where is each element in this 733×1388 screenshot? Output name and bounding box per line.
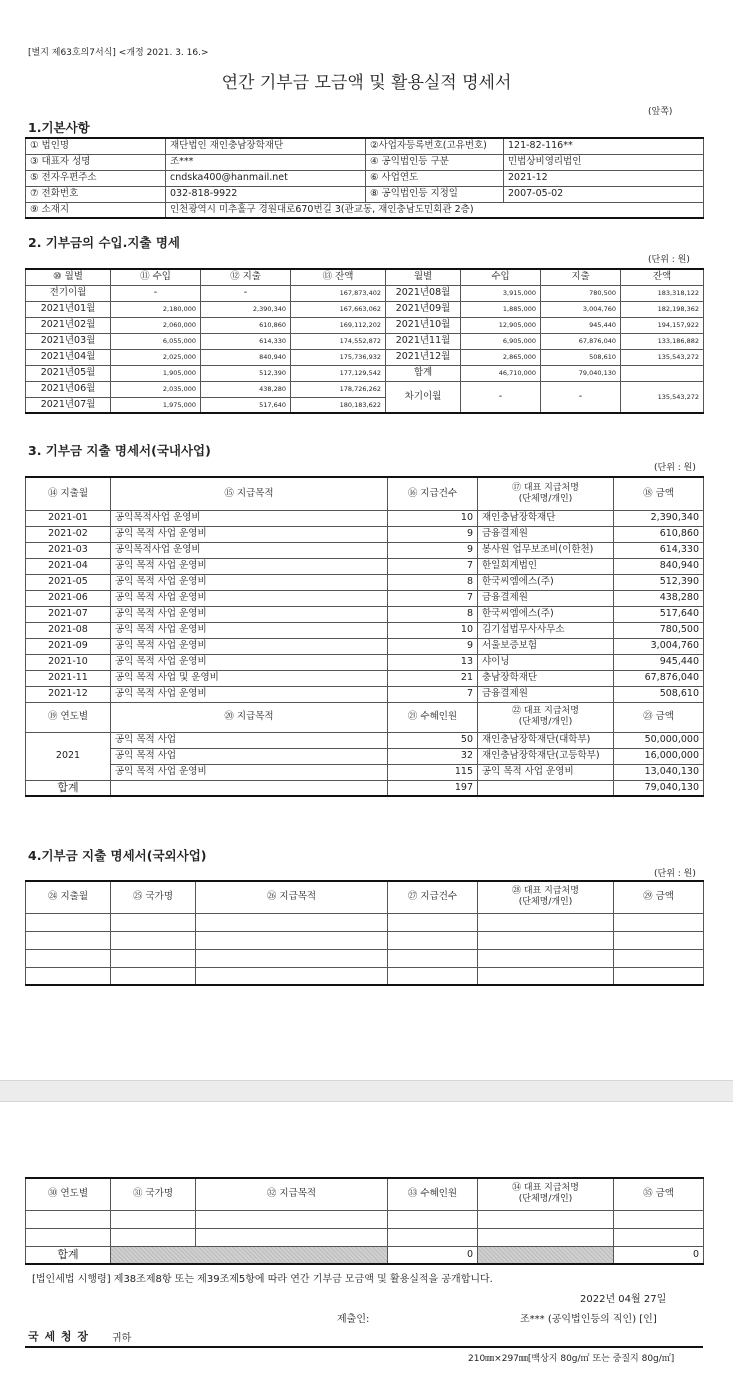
income-month: 2021년03월 (26, 333, 111, 349)
expense-month: 2021-05 (26, 574, 111, 590)
table-row (26, 526, 704, 542)
income-in-right: 6,905,000 (461, 333, 541, 349)
ov2-header-country: ㉛ 국가명 (111, 1178, 196, 1210)
ov-header-count: ㉗ 지급건수 (388, 881, 478, 913)
year-amount: 13,040,130 (614, 764, 704, 780)
carry-label: 차기이월 (386, 381, 461, 413)
ov-header-country: ㉕ 국가명 (111, 881, 196, 913)
income-balance: 174,552,872 (291, 333, 386, 349)
expense-amount: 67,876,040 (614, 670, 704, 686)
income-header-2: ⑫ 지출 (201, 269, 291, 285)
income-balance-right: 135,543,272 (621, 349, 704, 365)
table-row (26, 333, 704, 349)
income-in: 1,975,000 (111, 397, 201, 413)
header-year-amount: ㉓ 금액 (614, 702, 704, 732)
table-row (26, 764, 704, 780)
corp-type: 민법상비영리법인 (504, 154, 704, 170)
income-balance: 169,112,202 (291, 317, 386, 333)
total-empty-2 (478, 780, 614, 796)
table-row (26, 949, 704, 967)
income-out-right: 79,040,130 (541, 365, 621, 381)
expense-purpose: 공익 목적 사업 운영비 (111, 654, 388, 670)
income-table (25, 268, 704, 414)
income-out: 614,330 (201, 333, 291, 349)
ov2-header-benef: ㉝ 수혜인원 (388, 1178, 478, 1210)
income-in: 2,180,000 (111, 301, 201, 317)
income-month: 2021년02월 (26, 317, 111, 333)
income-month-right: 2021년09월 (386, 301, 461, 317)
domestic-unit: (단위 : 원) (654, 463, 696, 473)
income-balance: 167,663,062 (291, 301, 386, 317)
label-biz-no: ②사업자등록번호(고유번호) (366, 138, 504, 154)
header-year-purpose: ⑳ 지급목적 (111, 702, 388, 732)
income-in: 2,025,000 (111, 349, 201, 365)
income-out-right: 67,876,040 (541, 333, 621, 349)
total-shaded (111, 1246, 388, 1264)
label-corp-name: ① 법인명 (26, 138, 166, 154)
income-in-right: 12,905,000 (461, 317, 541, 333)
expense-amount: 517,640 (614, 606, 704, 622)
carry-balance: 135,543,272 (621, 381, 704, 413)
legal-notice: [법인세법 시행령] 제38조제8항 또는 제39조제5항에 따라 연간 기부금 모금액 및 활용실적을 공개합니다. (32, 1274, 493, 1285)
honorific: 귀하 (112, 1333, 132, 1344)
ov-header-payee: ㉘ 대표 지급처명 (단체명/개인) (478, 881, 614, 913)
desig-date: 2007-05-02 (504, 186, 704, 202)
expense-purpose: 공익목적사업 운영비 (111, 542, 388, 558)
paper-spec: 210㎜×297㎜[백상지 80g/㎡ 또는 중질지 80g/㎡] (468, 1354, 675, 1364)
ov2-header-amount: ㉟ 금액 (614, 1178, 704, 1210)
expense-purpose: 공익 목적 사업 운영비 (111, 574, 388, 590)
income-month-right: 합계 (386, 365, 461, 381)
expense-payee: 서울보증보험 (478, 638, 614, 654)
income-balance: 167,873,402 (291, 285, 386, 301)
income-balance: 180,183,622 (291, 397, 386, 413)
income-out-right: 945,440 (541, 317, 621, 333)
expense-amount: 3,004,760 (614, 638, 704, 654)
carry-out: - (541, 381, 621, 413)
basic-info-table (25, 137, 704, 219)
label-email: ⑤ 전자우편주소 (26, 170, 166, 186)
income-header-6: 지출 (541, 269, 621, 285)
income-month: 2021년06월 (26, 381, 111, 397)
ov-header-amount: ㉙ 금액 (614, 881, 704, 913)
income-month-right: 2021년12월 (386, 349, 461, 365)
year-beneficiaries: 115 (388, 764, 478, 780)
expense-count: 9 (388, 542, 478, 558)
expense-payee: 금융결제원 (478, 526, 614, 542)
label-address: ⑨ 소재지 (26, 202, 166, 218)
expense-purpose: 공익 목적 사업 운영비 (111, 526, 388, 542)
table-row (26, 931, 704, 949)
ov2-header-purpose: ㉜ 지급목적 (196, 1178, 388, 1210)
income-month-right: 2021년11월 (386, 333, 461, 349)
label-desig: ⑧ 공익법인등 지정일 (366, 186, 504, 202)
total-label: 합계 (26, 780, 111, 796)
table-row (26, 301, 704, 317)
income-month: 전기이월 (26, 285, 111, 301)
expense-purpose: 공익 목적 사업 운영비 (111, 622, 388, 638)
year-purpose: 공익 목적 사업 운영비 (111, 764, 388, 780)
year-beneficiaries: 32 (388, 748, 478, 764)
expense-amount: 438,280 (614, 590, 704, 606)
expense-purpose: 공익목적사업 운영비 (111, 510, 388, 526)
income-month-right: 2021년10월 (386, 317, 461, 333)
label-year: ⑥ 사업연도 (366, 170, 504, 186)
expense-amount: 614,330 (614, 542, 704, 558)
income-in-right: 1,885,000 (461, 301, 541, 317)
expense-month: 2021-12 (26, 686, 111, 702)
page-break (0, 1080, 733, 1102)
expense-payee: 한일회계법인 (478, 558, 614, 574)
expense-purpose: 공익 목적 사업 운영비 (111, 686, 388, 702)
income-balance-right: 133,186,882 (621, 333, 704, 349)
biz-year: 2021-12 (504, 170, 704, 186)
income-header-7: 잔액 (621, 269, 704, 285)
total-benef: 0 (388, 1246, 478, 1264)
expense-month: 2021-07 (26, 606, 111, 622)
table-row (26, 1228, 704, 1246)
expense-count: 21 (388, 670, 478, 686)
table-row (26, 381, 704, 397)
table-row (26, 638, 704, 654)
income-in: 6,055,000 (111, 333, 201, 349)
header-month: ⑭ 지출월 (26, 477, 111, 510)
addressee: 국 세 청 장 (28, 1330, 89, 1343)
header-amount: ⑱ 금액 (614, 477, 704, 510)
income-header-4: 월별 (386, 269, 461, 285)
income-out-right: 780,500 (541, 285, 621, 301)
expense-amount: 840,940 (614, 558, 704, 574)
section-basic-title: 1.기본사항 (28, 120, 90, 135)
table-row (26, 510, 704, 526)
total-empty (111, 780, 388, 796)
expense-payee: 봉사원 업무보조비(이한천) (478, 542, 614, 558)
income-header-1: ⑪ 수입 (111, 269, 201, 285)
income-in: 2,035,000 (111, 381, 201, 397)
expense-payee: 김기섭법무사사무소 (478, 622, 614, 638)
ov-header-purpose: ㉖ 지급목적 (196, 881, 388, 913)
income-out: 840,940 (201, 349, 291, 365)
label-rep: ③ 대표자 성명 (26, 154, 166, 170)
income-out-right: 3,004,760 (541, 301, 621, 317)
table-row (26, 748, 704, 764)
income-header-3: ⑬ 잔액 (291, 269, 386, 285)
overseas-unit: (단위 : 원) (654, 869, 696, 879)
section-domestic-title: 3. 기부금 지출 명세서(국내사업) (28, 443, 211, 458)
expense-amount: 780,500 (614, 622, 704, 638)
income-out: 512,390 (201, 365, 291, 381)
address: 인천광역시 미추홀구 경원대로670번길 3(관교동, 재인충남도민회관 2층) (166, 202, 704, 218)
total-beneficiaries: 197 (388, 780, 478, 796)
table-row (26, 606, 704, 622)
biz-no: 121-82-116** (504, 138, 704, 154)
table-row (26, 913, 704, 931)
table-row (26, 590, 704, 606)
year-payee: 재인충남장학재단(대학부) (478, 732, 614, 748)
year-purpose: 공익 목적 사업 (111, 732, 388, 748)
submission-date: 2022년 04월 27일 (580, 1294, 667, 1305)
email: cndska400@hanmail.net (166, 170, 366, 186)
income-in-right: 46,710,000 (461, 365, 541, 381)
section-overseas-title: 4.기부금 지출 명세서(국외사업) (28, 848, 207, 863)
income-month: 2021년07월 (26, 397, 111, 413)
year-purpose: 공익 목적 사업 (111, 748, 388, 764)
label-phone: ⑦ 전화번호 (26, 186, 166, 202)
table-row (26, 558, 704, 574)
expense-count: 9 (388, 638, 478, 654)
total-amount: 0 (614, 1246, 704, 1264)
header-beneficiaries: ㉑ 수혜인원 (388, 702, 478, 732)
expense-count: 7 (388, 686, 478, 702)
income-month: 2021년01월 (26, 301, 111, 317)
income-out: 438,280 (201, 381, 291, 397)
section-income-title: 2. 기부금의 수입.지출 명세 (28, 235, 181, 250)
expense-purpose: 공익 목적 사업 운영비 (111, 590, 388, 606)
expense-payee: 한국씨엠에스(주) (478, 574, 614, 590)
ov-header-month: ㉔ 지출월 (26, 881, 111, 913)
expense-month: 2021-08 (26, 622, 111, 638)
expense-month: 2021-11 (26, 670, 111, 686)
header-count: ⑯ 지급건수 (388, 477, 478, 510)
table-row (26, 686, 704, 702)
expense-count: 8 (388, 606, 478, 622)
income-in-right: 2,865,000 (461, 349, 541, 365)
expense-payee: 금융결제원 (478, 686, 614, 702)
expense-month: 2021-09 (26, 638, 111, 654)
expense-amount: 2,390,340 (614, 510, 704, 526)
income-in: - (111, 285, 201, 301)
expense-count: 13 (388, 654, 478, 670)
income-month: 2021년05월 (26, 365, 111, 381)
submitter-label: 제출인: (337, 1314, 370, 1325)
expense-payee: 샤이닝 (478, 654, 614, 670)
income-out: 2,390,340 (201, 301, 291, 317)
expense-month: 2021-04 (26, 558, 111, 574)
expense-count: 8 (388, 574, 478, 590)
table-row (26, 622, 704, 638)
year-amount: 50,000,000 (614, 732, 704, 748)
submitter: 조*** (공익법인등의 직인) [인] (520, 1314, 657, 1325)
carry-in: - (461, 381, 541, 413)
income-header-0: ⑩ 월별 (26, 269, 111, 285)
expense-month: 2021-03 (26, 542, 111, 558)
header-payee: ⑰ 대표 지급처명 (단체명/개인) (478, 477, 614, 510)
total-amount: 79,040,130 (614, 780, 704, 796)
income-header-5: 수입 (461, 269, 541, 285)
table-row (26, 542, 704, 558)
expense-payee: 한국씨엠에스(주) (478, 606, 614, 622)
table-row (26, 732, 704, 748)
income-in: 1,905,000 (111, 365, 201, 381)
income-month: 2021년04월 (26, 349, 111, 365)
income-balance-right: 183,318,122 (621, 285, 704, 301)
table-row (26, 365, 704, 381)
phone: 032-818-9922 (166, 186, 366, 202)
header-purpose: ⑮ 지급목적 (111, 477, 388, 510)
rep-name: 조*** (166, 154, 366, 170)
table-row (26, 574, 704, 590)
expense-purpose: 공익 목적 사업 운영비 (111, 558, 388, 574)
income-out: - (201, 285, 291, 301)
year-beneficiaries: 50 (388, 732, 478, 748)
ov2-header-payee: ㉞ 대표 지급처명 (단체명/개인) (478, 1178, 614, 1210)
table-row (26, 349, 704, 365)
expense-payee: 금융결제원 (478, 590, 614, 606)
expense-amount: 512,390 (614, 574, 704, 590)
expense-count: 10 (388, 510, 478, 526)
year-payee: 재인충남장학재단(고등학부) (478, 748, 614, 764)
header-year: ⑲ 연도별 (26, 702, 111, 732)
table-row (26, 654, 704, 670)
expense-count: 7 (388, 558, 478, 574)
expense-purpose: 공익 목적 사업 및 운영비 (111, 670, 388, 686)
income-balance: 175,736,932 (291, 349, 386, 365)
income-balance: 178,726,262 (291, 381, 386, 397)
income-balance-right: 194,157,922 (621, 317, 704, 333)
header-year-payee: ㉒ 대표 지급처명 (단체명/개인) (478, 702, 614, 732)
table-row (26, 670, 704, 686)
total-row (26, 780, 704, 796)
expense-amount: 610,860 (614, 526, 704, 542)
overseas-table (25, 880, 704, 986)
year-amount: 16,000,000 (614, 748, 704, 764)
expense-month: 2021-06 (26, 590, 111, 606)
total-shaded-2 (478, 1246, 614, 1264)
income-month-right: 2021년08월 (386, 285, 461, 301)
domestic-table (25, 476, 704, 797)
page-side-label: (앞쪽) (648, 107, 673, 117)
income-balance-right: 182,198,362 (621, 301, 704, 317)
income-balance-right (621, 365, 704, 381)
expense-month: 2021-10 (26, 654, 111, 670)
year-payee: 공익 목적 사업 운영비 (478, 764, 614, 780)
overseas-year-table (25, 1177, 704, 1265)
income-in: 2,060,000 (111, 317, 201, 333)
total-row (26, 1246, 704, 1264)
expense-purpose: 공익 목적 사업 운영비 (111, 638, 388, 654)
expense-count: 10 (388, 622, 478, 638)
expense-amount: 508,610 (614, 686, 704, 702)
table-row (26, 317, 704, 333)
form-number: [별지 제63호의7서식] <개정 2021. 3. 16.> (28, 48, 209, 58)
label-type: ④ 공익법인등 구분 (366, 154, 504, 170)
income-out: 610,860 (201, 317, 291, 333)
expense-payee: 재인충남장학재단 (478, 510, 614, 526)
table-row (26, 285, 704, 301)
corp-name: 재단법인 재인충남장학재단 (166, 138, 366, 154)
expense-count: 9 (388, 526, 478, 542)
income-in-right: 3,915,000 (461, 285, 541, 301)
expense-count: 7 (388, 590, 478, 606)
expense-month: 2021-01 (26, 510, 111, 526)
ov2-header-year: ㉚ 연도별 (26, 1178, 111, 1210)
income-unit: (단위 : 원) (648, 255, 690, 265)
table-row (26, 967, 704, 985)
expense-purpose: 공익 목적 사업 운영비 (111, 606, 388, 622)
income-balance: 177,129,542 (291, 365, 386, 381)
document-title: 연간 기부금 모금액 및 활용실적 명세서 (221, 73, 512, 93)
expense-payee: 충남장학재단 (478, 670, 614, 686)
total-label: 합계 (26, 1246, 111, 1264)
table-row (26, 1210, 704, 1228)
footer-rule (25, 1346, 703, 1348)
income-out: 517,640 (201, 397, 291, 413)
expense-amount: 945,440 (614, 654, 704, 670)
expense-month: 2021-02 (26, 526, 111, 542)
income-out-right: 508,610 (541, 349, 621, 365)
year-cell: 2021 (26, 732, 111, 780)
